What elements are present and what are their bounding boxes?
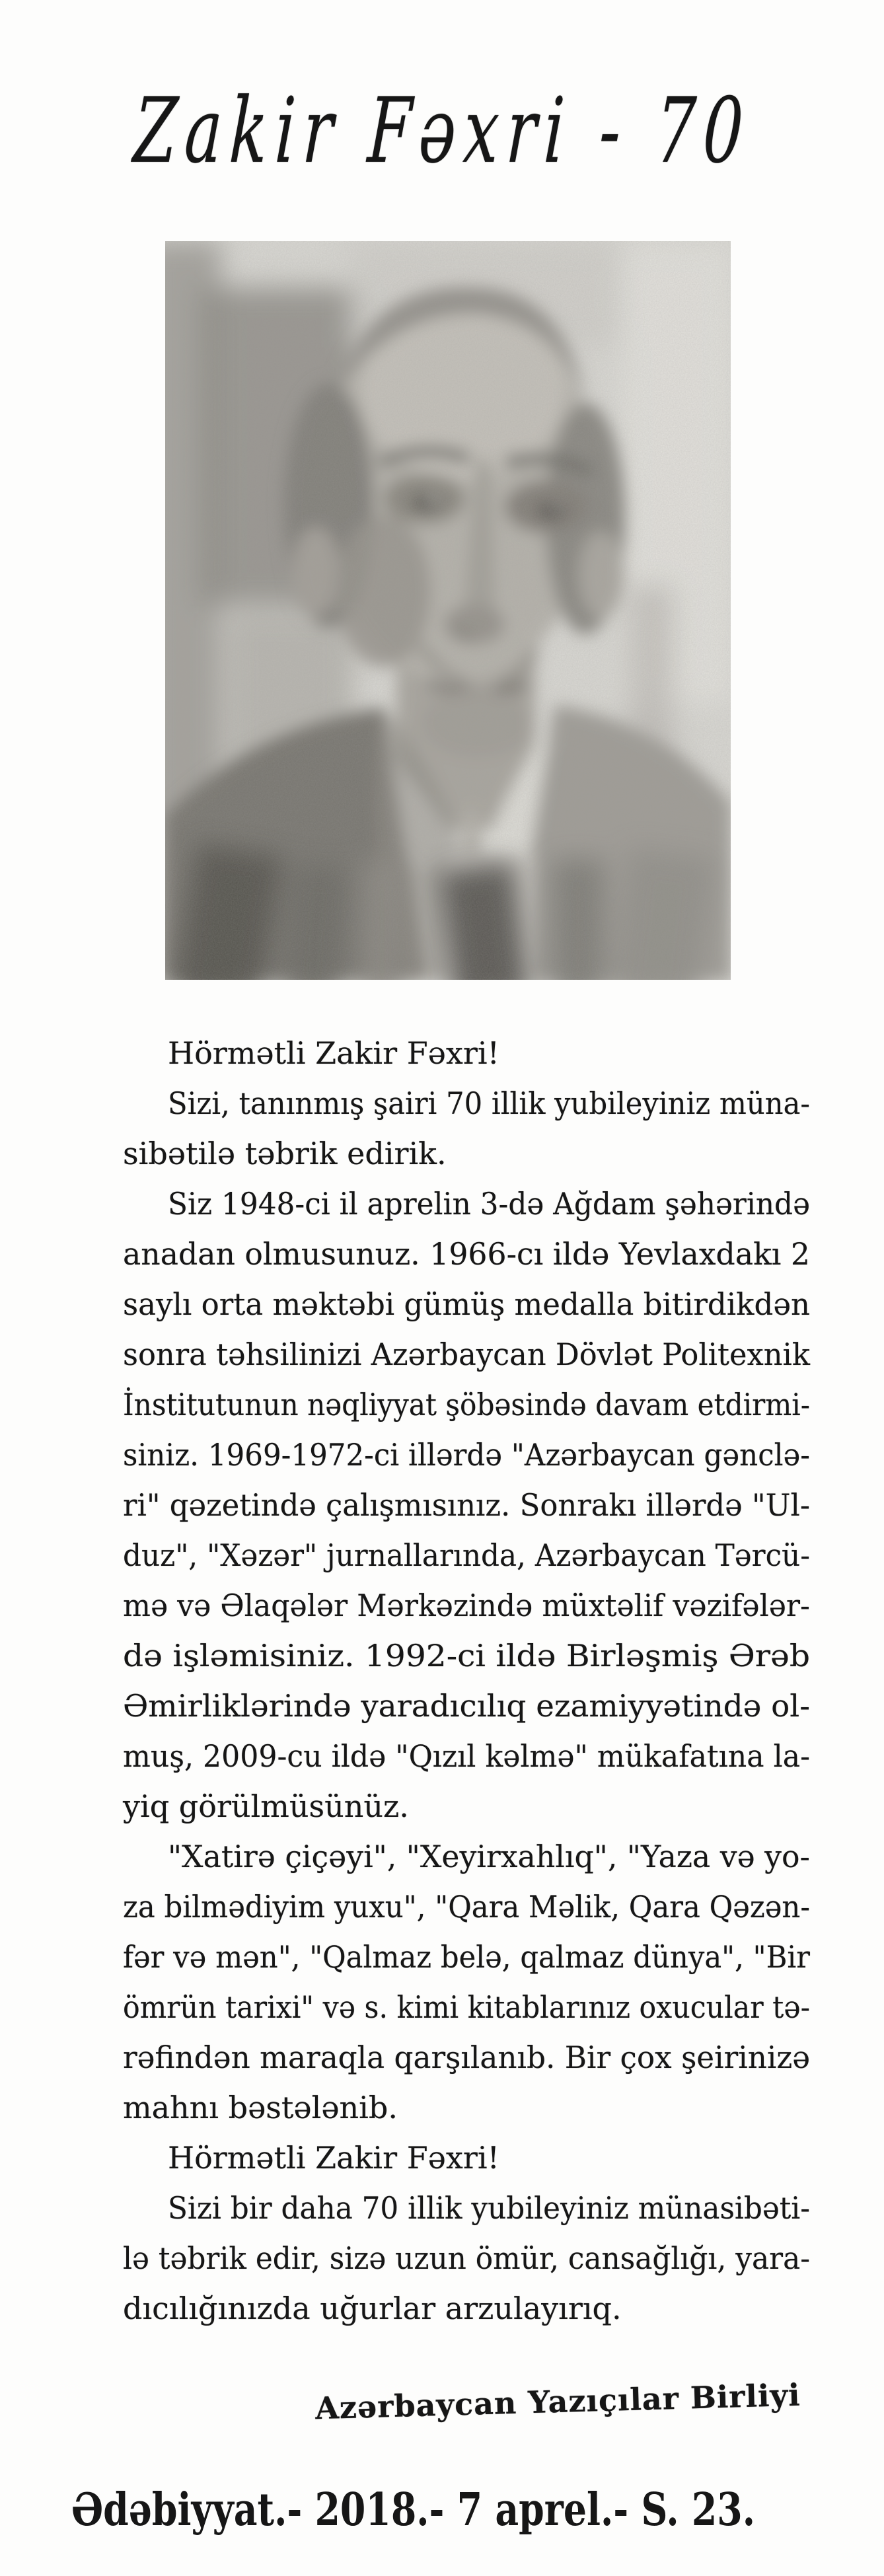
body-line: Siz 1948-ci il aprelin 3-də Ağdam şəhərində bbox=[168, 1186, 810, 1222]
page-title-text: Zakir Fəxri - 70 bbox=[131, 78, 753, 184]
body-line: saylı orta məktəbi gümüş medalla bitirdikdən bbox=[123, 1286, 810, 1322]
body-line: muş, 2009-cu ildə "Qızıl kəlmə" mükafatına la- bbox=[123, 1738, 810, 1774]
body-line: za bilmədiyim yuxu", "Qara Məlik, Qara Qəzən- bbox=[123, 1889, 810, 1925]
body-line: Hörmətli Zakir Fəxri! bbox=[168, 1035, 500, 1071]
citation-text: Ədəbiyyat.- 2018.- 7 aprel.- S. 23. bbox=[71, 2484, 755, 2536]
body-line: mahnı bəstələnib. bbox=[123, 2090, 398, 2125]
body-line: İnstitutunun nəqliyyat şöbəsində davam etdirmi- bbox=[123, 1387, 810, 1422]
body-line: dıcılığınızda uğurlar arzulayırıq. bbox=[123, 2291, 622, 2326]
body-line: ri" qəzetində çalışmısınız. Sonrakı illərdə "Ul- bbox=[123, 1487, 810, 1523]
body-line: "Xatirə çiçəyi", "Xeyirxahlıq", "Yaza və yo- bbox=[168, 1839, 810, 1874]
body-line: də işləmisiniz. 1992-ci ildə Birləşmiş Ərəb bbox=[123, 1638, 810, 1674]
body-line: ömrün tarixi" və s. kimi kitablarınız oxucular tə- bbox=[123, 1989, 810, 2025]
body-line: duz", "Xəzər" jurnallarında, Azərbaycan Tərcü- bbox=[123, 1537, 810, 1573]
photo-grain-overlay bbox=[165, 241, 731, 980]
body-line: lə təbrik edir, sizə uzun ömür, cansağlığı, yara- bbox=[123, 2240, 810, 2276]
portrait-photo-illustration bbox=[165, 241, 731, 980]
signature: Azərbaycan Yazıçılar Birliyi bbox=[314, 2376, 801, 2427]
body-line: Əmirliklərində yaradıcılıq ezamiyyətində ol- bbox=[123, 1688, 810, 1724]
body-line: sonra təhsilinizi Azərbaycan Dövlət Politexnik bbox=[123, 1337, 810, 1372]
body-line: Hörmətli Zakir Fəxri! bbox=[168, 2140, 500, 2176]
body-line: mə və Əlaqələr Mərkəzində müxtəlif vəzifələr- bbox=[123, 1588, 810, 1623]
article-body bbox=[123, 1028, 810, 2334]
portrait-photo bbox=[165, 241, 731, 980]
page-title bbox=[0, 78, 884, 184]
citation bbox=[71, 2485, 755, 2535]
body-line: sibətilə təbrik edirik. bbox=[123, 1136, 447, 1171]
body-line: siniz. 1969-1972-ci illərdə "Azərbaycan gənclə- bbox=[123, 1437, 810, 1473]
body-line: yiq görülmüsünüz. bbox=[123, 1788, 409, 1824]
body-line: anadan olmusunuz. 1966-cı ildə Yevlaxdakı 2 bbox=[123, 1236, 810, 1272]
body-line: Sizi bir daha 70 illik yubileyiniz münasibəti- bbox=[168, 2190, 810, 2226]
body-line: Sizi, tanınmış şairi 70 illik yubileyiniz müna- bbox=[168, 1086, 810, 1121]
body-line: rəfindən maraqla qarşılanıb. Bir çox şeirinizə bbox=[123, 2040, 810, 2075]
body-line: fər və mən", "Qalmaz belə, qalmaz dünya", "Bir bbox=[123, 1939, 810, 1975]
